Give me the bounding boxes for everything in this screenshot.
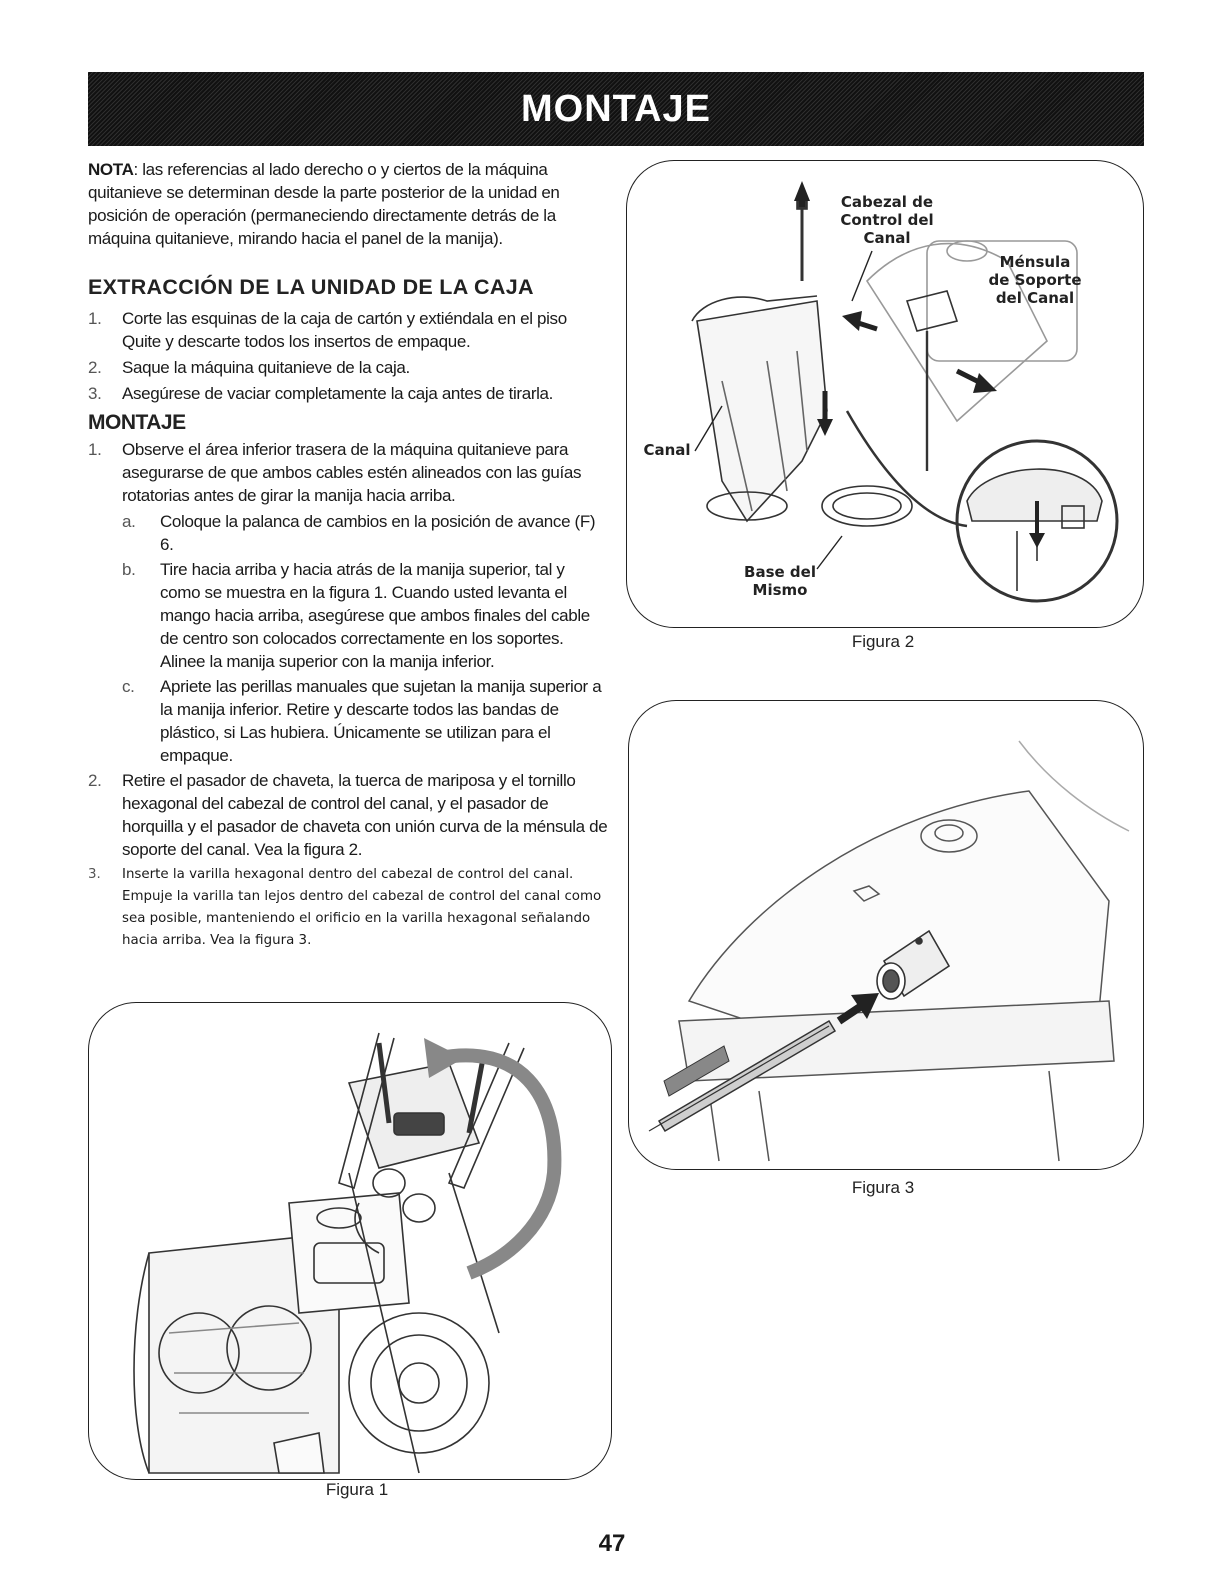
callout-chute-bracket: Ménsula de Soporte del Canal bbox=[988, 253, 1082, 307]
list-item bbox=[88, 356, 608, 379]
list-number: 3. bbox=[88, 384, 102, 403]
sub-text: Apriete las perillas manuales que sujetan la manija superior a la manija inferior. Retire y descarte todos las bandas de plástico, si Las hubiera. Únicamente se utilizan para el empaque. bbox=[160, 677, 602, 765]
sub-letter: b. bbox=[122, 560, 136, 579]
figure-3-caption: Figura 3 bbox=[851, 1178, 915, 1197]
figure-3-hex-rod bbox=[628, 700, 1144, 1170]
figure-1-snowblower-handle bbox=[88, 1002, 612, 1480]
banner-title: MONTAJE bbox=[521, 87, 711, 130]
list-item bbox=[88, 438, 608, 507]
list-item bbox=[88, 769, 608, 861]
list-number: 1. bbox=[88, 440, 102, 459]
page-number: 47 bbox=[598, 1530, 626, 1557]
list-text: Saque la máquina quitanieve de la caja. bbox=[122, 358, 410, 377]
list-item bbox=[88, 382, 608, 405]
note-text: : las referencias al lado derecho o y ciertos de la máquina quitanieve se determinan desde la parte posterior de la unidad en posición de operación (permaneciendo directamente detrás de la máquina quitanieve, mirando hacia el panel de la manija). bbox=[88, 160, 560, 248]
list-item bbox=[88, 307, 608, 353]
figure-1-caption: Figura 1 bbox=[325, 1480, 389, 1499]
snowblower-illustration bbox=[89, 1003, 611, 1479]
list-number: 2. bbox=[88, 358, 102, 377]
list-number: 2. bbox=[88, 771, 102, 790]
list-number: 3. bbox=[88, 867, 101, 882]
list-item bbox=[88, 864, 608, 952]
callout-chute-control-head: Cabezal de Control del Canal bbox=[840, 193, 934, 247]
sub-letter: c. bbox=[122, 677, 135, 696]
list-text: Inserte la varilla hexagonal dentro del cabezal de control del canal. Empuje la varilla tan lejos dentro del cabezal de control del canal como sea posible, manteniendo el orificio en la varilla hexagonal señalando hacia arriba. Vea la figura 3. bbox=[122, 867, 602, 948]
list-text: Asegúrese de vaciar completamente la caja antes de tirarla. bbox=[122, 384, 554, 403]
sub-list-item bbox=[122, 675, 608, 767]
list-text: Corte las esquinas de la caja de cartón y extiéndala en el piso Quite y descarte todos los insertos de empaque. bbox=[122, 309, 567, 351]
section-heading-extraction: EXTRACCIÓN DE LA UNIDAD DE LA CAJA bbox=[88, 275, 534, 299]
list-number: 1. bbox=[88, 309, 102, 328]
section-heading-assembly: MONTAJE bbox=[88, 411, 186, 434]
page-banner bbox=[88, 72, 1144, 146]
figure-2-chute-assembly bbox=[626, 160, 1144, 628]
list-text: Observe el área inferior trasera de la máquina quitanieve para asegurarse de que ambos cables estén alineados con las guías rotatorias antes de girar la manija hacia arriba. bbox=[122, 440, 582, 505]
sub-text: Coloque la palanca de cambios en la posición de avance (F) 6. bbox=[160, 512, 596, 554]
list-text: Retire el pasador de chaveta, la tuerca de mariposa y el tornillo hexagonal del cabezal de control del canal, y el pasador de horquilla y el pasador de chaveta con unión curva de la ménsula de soporte del canal. Vea la figura 2. bbox=[122, 771, 608, 859]
sub-text: Tire hacia arriba y hacia atrás de la manija superior, tal y como se muestra en la figura 1. Cuando usted levanta el mango hacia arriba, asegúrese que ambos finales del cable de centro son colocados correctamente en los soportes. Alinee la manija superior con la manija inferior. bbox=[160, 560, 590, 671]
note-label: NOTA bbox=[88, 160, 134, 179]
hex-rod-illustration bbox=[629, 701, 1143, 1169]
callout-chute-base: Base del Mismo bbox=[744, 563, 816, 599]
sub-list-item bbox=[122, 558, 608, 673]
note-paragraph bbox=[88, 158, 608, 250]
figure-2-caption: Figura 2 bbox=[851, 632, 915, 651]
callout-chute: Canal bbox=[643, 441, 691, 459]
sub-list-item bbox=[122, 510, 608, 556]
left-column bbox=[88, 158, 608, 955]
sub-letter: a. bbox=[122, 512, 136, 531]
